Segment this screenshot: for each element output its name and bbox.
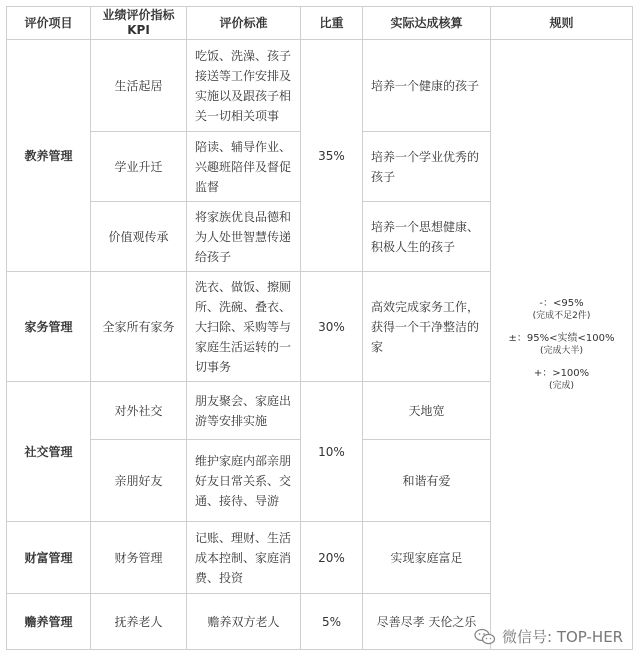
standard-cell: 朋友聚会、家庭出游等安排实施 [187,382,301,440]
kpi-cell: 财务管理 [91,522,187,594]
category-cell: 家务管理 [7,272,91,382]
table-row [7,40,633,132]
result-cell: 尽善尽孝 天伦之乐 [363,594,491,650]
kpi-cell: 抚养老人 [91,594,187,650]
rules-cell [491,40,633,650]
header-standard: 评价标准 [187,7,301,40]
header-result: 实际达成核算 [363,7,491,40]
weight-cell: 10% [301,382,363,522]
weight-cell: 5% [301,594,363,650]
standard-cell: 赡养双方老人 [187,594,301,650]
standard-cell: 维护家庭内部亲朋好友日常关系、交通、接待、导游 [187,440,301,522]
standard-cell: 陪读、辅导作业、兴趣班陪伴及督促监督 [187,132,301,202]
wechat-icon [474,628,496,646]
header-kpi: 业绩评价指标 KPI [91,7,187,40]
result-cell: 培养一个思想健康、积极人生的孩子 [363,202,491,272]
rule-item: -：<95% (完成不足2件) [532,297,591,321]
result-cell: 实现家庭富足 [363,522,491,594]
header-weight: 比重 [301,7,363,40]
result-cell: 培养一个学业优秀的孩子 [363,132,491,202]
standard-cell: 记账、理财、生活成本控制、家庭消费、投资 [187,522,301,594]
category-cell: 财富管理 [7,522,91,594]
weight-cell: 30% [301,272,363,382]
result-cell: 天地宽 [363,382,491,440]
watermark-text: 微信号: TOP-HER [502,628,624,646]
weight-cell: 20% [301,522,363,594]
category-cell: 赡养管理 [7,594,91,650]
result-cell: 培养一个健康的孩子 [363,40,491,132]
standard-cell: 洗衣、做饭、擦厕所、洗碗、叠衣、大扫除、采购等与家庭生活运转的一切事务 [187,272,301,382]
watermark [474,626,623,647]
category-cell: 社交管理 [7,382,91,522]
category-cell: 教养管理 [7,40,91,272]
kpi-cell: 全家所有家务 [91,272,187,382]
kpi-cell: 生活起居 [91,40,187,132]
header-rules: 规则 [491,7,633,40]
header-row [7,7,633,40]
standard-cell: 吃饭、洗澡、孩子接送等工作安排及实施以及跟孩子相关一切相关项事 [187,40,301,132]
rule-item: +：>100% (完成) [533,367,590,391]
header-category: 评价项目 [7,7,91,40]
result-cell: 高效完成家务工作，获得一个干净整洁的家 [363,272,491,382]
kpi-cell: 学业升迁 [91,132,187,202]
kpi-table [6,6,633,650]
result-cell: 和谐有爱 [363,440,491,522]
standard-cell: 将家族优良品德和为人处世智慧传递给孩子 [187,202,301,272]
weight-cell: 35% [301,40,363,272]
kpi-cell: 价值观传承 [91,202,187,272]
rule-item: ±：95%<实绩<100% (完成大半) [508,332,615,356]
kpi-cell: 亲朋好友 [91,440,187,522]
kpi-cell: 对外社交 [91,382,187,440]
